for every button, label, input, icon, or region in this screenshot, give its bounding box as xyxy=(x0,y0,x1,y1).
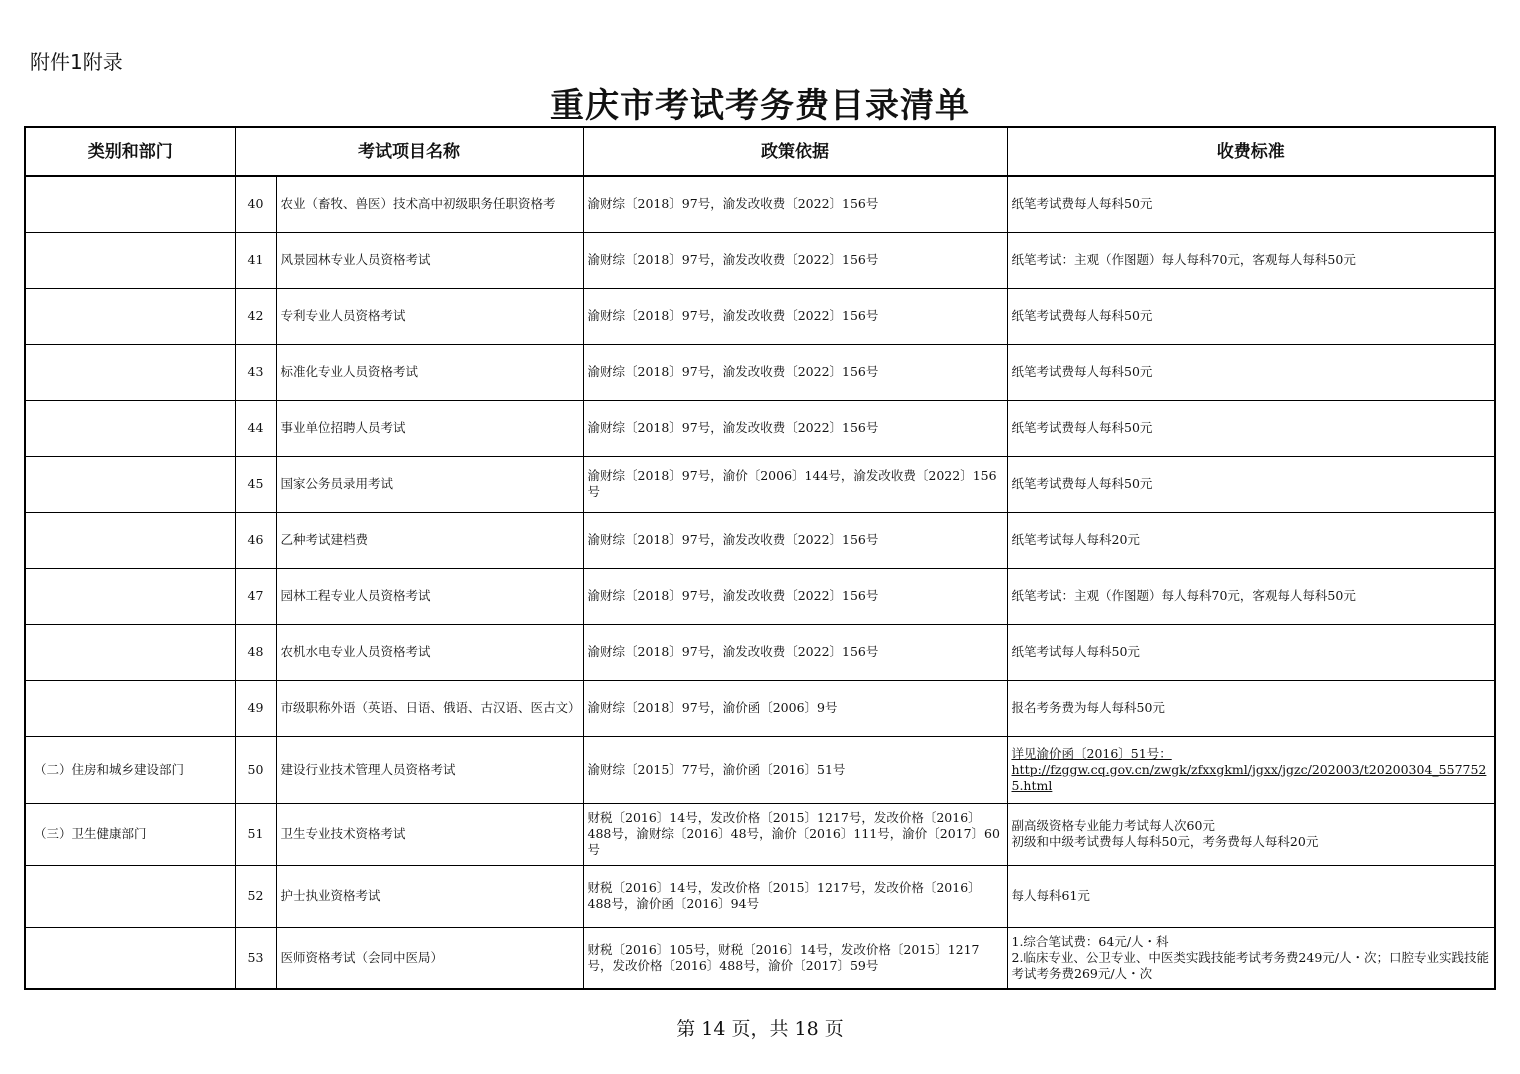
category-cell: （三）卫生健康部门 xyxy=(25,803,235,865)
exam-name-cell: 卫生专业技术资格考试 xyxy=(276,803,583,865)
policy-cell: 渝财综〔2018〕97号，渝发改收费〔2022〕156号 xyxy=(583,512,1007,568)
table-row xyxy=(25,512,1495,568)
header-policy: 政策依据 xyxy=(583,127,1007,176)
exam-name-cell: 标准化专业人员资格考试 xyxy=(276,344,583,400)
fee-cell: 纸笔考试每人每科50元 xyxy=(1007,624,1495,680)
table-row xyxy=(25,400,1495,456)
table-row xyxy=(25,344,1495,400)
category-cell xyxy=(25,176,235,232)
table-header-row xyxy=(25,127,1495,176)
fee-cell: 每人每科61元 xyxy=(1007,865,1495,927)
exam-name-cell: 农业（畜牧、兽医）技术高中初级职务任职资格考 xyxy=(276,176,583,232)
table-row xyxy=(25,568,1495,624)
table-row xyxy=(25,803,1495,865)
policy-cell: 渝财综〔2018〕97号，渝发改收费〔2022〕156号 xyxy=(583,288,1007,344)
policy-cell: 渝财综〔2018〕97号，渝发改收费〔2022〕156号 xyxy=(583,624,1007,680)
category-cell xyxy=(25,624,235,680)
table-row xyxy=(25,232,1495,288)
exam-name-cell: 园林工程专业人员资格考试 xyxy=(276,568,583,624)
exam-name-cell: 乙种考试建档费 xyxy=(276,512,583,568)
policy-cell: 渝财综〔2018〕97号，渝发改收费〔2022〕156号 xyxy=(583,232,1007,288)
fee-line-1: 1.综合笔试费：64元/人・科 xyxy=(1011,933,1169,949)
category-cell xyxy=(25,865,235,927)
policy-cell: 渝财综〔2018〕97号，渝价〔2006〕144号，渝发改收费〔2022〕156号 xyxy=(583,456,1007,512)
category-cell xyxy=(25,232,235,288)
table-row xyxy=(25,680,1495,736)
exam-name-cell: 医师资格考试（会同中医局） xyxy=(276,927,583,989)
table-row xyxy=(25,288,1495,344)
row-number: 43 xyxy=(235,344,276,400)
fee-cell: 纸笔考试费每人每科50元 xyxy=(1007,344,1495,400)
header-category: 类别和部门 xyxy=(25,127,235,176)
exam-name-cell: 农机水电专业人员资格考试 xyxy=(276,624,583,680)
row-number: 52 xyxy=(235,865,276,927)
fee-cell xyxy=(1007,927,1495,989)
policy-cell: 财税〔2016〕105号，财税〔2016〕14号，发改价格〔2015〕1217号，发改价格〔2016〕488号，渝价〔2017〕59号 xyxy=(583,927,1007,989)
exam-name-cell: 专利专业人员资格考试 xyxy=(276,288,583,344)
fee-reference-link[interactable]: http://fzggw.cq.gov.cn/zwgk/zfxxgkml/jgxx/jgzc/202003/t20200304_5577525.html xyxy=(1011,761,1487,793)
policy-cell: 渝财综〔2015〕77号，渝价函〔2016〕51号 xyxy=(583,736,1007,803)
page-footer: 第 14 页，共 18 页 xyxy=(676,1018,844,1040)
category-cell xyxy=(25,344,235,400)
exam-name-cell: 建设行业技术管理人员资格考试 xyxy=(276,736,583,803)
fee-line-2: 初级和中级考试费每人每科50元，考务费每人每科20元 xyxy=(1011,834,1319,849)
row-number: 40 xyxy=(235,176,276,232)
fee-reference-text[interactable]: 详见渝价函〔2016〕51号： xyxy=(1011,745,1172,761)
category-cell xyxy=(25,288,235,344)
table-row xyxy=(25,927,1495,989)
row-number: 47 xyxy=(235,568,276,624)
policy-cell: 渝财综〔2018〕97号，渝发改收费〔2022〕156号 xyxy=(583,400,1007,456)
table-row xyxy=(25,624,1495,680)
table-row xyxy=(25,736,1495,803)
category-cell xyxy=(25,680,235,736)
fee-cell: 纸笔考试费每人每科50元 xyxy=(1007,400,1495,456)
fee-cell: 纸笔考试费每人每科50元 xyxy=(1007,288,1495,344)
category-cell xyxy=(25,927,235,989)
row-number: 51 xyxy=(235,803,276,865)
policy-cell: 渝财综〔2018〕97号，渝价函〔2006〕9号 xyxy=(583,680,1007,736)
row-number: 53 xyxy=(235,927,276,989)
table-row xyxy=(25,865,1495,927)
page-title: 重庆市考试考务费目录清单 xyxy=(550,86,970,126)
fee-cell: 纸笔考试费每人每科50元 xyxy=(1007,176,1495,232)
fee-cell xyxy=(1007,803,1495,865)
row-number: 49 xyxy=(235,680,276,736)
policy-cell: 渝财综〔2018〕97号，渝发改收费〔2022〕156号 xyxy=(583,176,1007,232)
fee-line-2: 2.临床专业、公卫专业、中医类实践技能考试考务费249元/人・次；口腔专业实践技能考试考务费269元/人・次 xyxy=(1011,949,1489,981)
fee-table xyxy=(24,126,1496,990)
category-cell xyxy=(25,512,235,568)
category-cell xyxy=(25,568,235,624)
attachment-label: 附件1附录 xyxy=(30,50,123,74)
category-cell: （二）住房和城乡建设部门 xyxy=(25,736,235,803)
row-number: 46 xyxy=(235,512,276,568)
fee-cell: 纸笔考试：主观（作图题）每人每科70元，客观每人每科50元 xyxy=(1007,232,1495,288)
policy-cell: 渝财综〔2018〕97号，渝发改收费〔2022〕156号 xyxy=(583,344,1007,400)
row-number: 41 xyxy=(235,232,276,288)
header-exam-name: 考试项目名称 xyxy=(235,127,583,176)
exam-name-cell: 事业单位招聘人员考试 xyxy=(276,400,583,456)
policy-cell: 财税〔2016〕14号，发改价格〔2015〕1217号，发改价格〔2016〕488号，渝价函〔2016〕94号 xyxy=(583,865,1007,927)
row-number: 45 xyxy=(235,456,276,512)
category-cell xyxy=(25,400,235,456)
category-cell xyxy=(25,456,235,512)
exam-name-cell: 风景园林专业人员资格考试 xyxy=(276,232,583,288)
header-fee: 收费标准 xyxy=(1007,127,1495,176)
exam-name-cell: 市级职称外语（英语、日语、俄语、古汉语、医古文） xyxy=(276,680,583,736)
fee-cell: 纸笔考试费每人每科50元 xyxy=(1007,456,1495,512)
policy-cell: 渝财综〔2018〕97号，渝发改收费〔2022〕156号 xyxy=(583,568,1007,624)
policy-cell: 财税〔2016〕14号，发改价格〔2015〕1217号，发改价格〔2016〕488号，渝财综〔2016〕48号，渝价〔2016〕111号，渝价〔2017〕60号 xyxy=(583,803,1007,865)
row-number: 50 xyxy=(235,736,276,803)
table-row xyxy=(25,456,1495,512)
fee-cell: 纸笔考试：主观（作图题）每人每科70元，客观每人每科50元 xyxy=(1007,568,1495,624)
table-row xyxy=(25,176,1495,232)
exam-name-cell: 国家公务员录用考试 xyxy=(276,456,583,512)
row-number: 44 xyxy=(235,400,276,456)
row-number: 42 xyxy=(235,288,276,344)
fee-cell xyxy=(1007,736,1495,803)
row-number: 48 xyxy=(235,624,276,680)
fee-cell: 纸笔考试每人每科20元 xyxy=(1007,512,1495,568)
exam-name-cell: 护士执业资格考试 xyxy=(276,865,583,927)
fee-line-1: 副高级资格专业能力考试每人次60元 xyxy=(1011,818,1215,833)
fee-cell: 报名考务费为每人每科50元 xyxy=(1007,680,1495,736)
